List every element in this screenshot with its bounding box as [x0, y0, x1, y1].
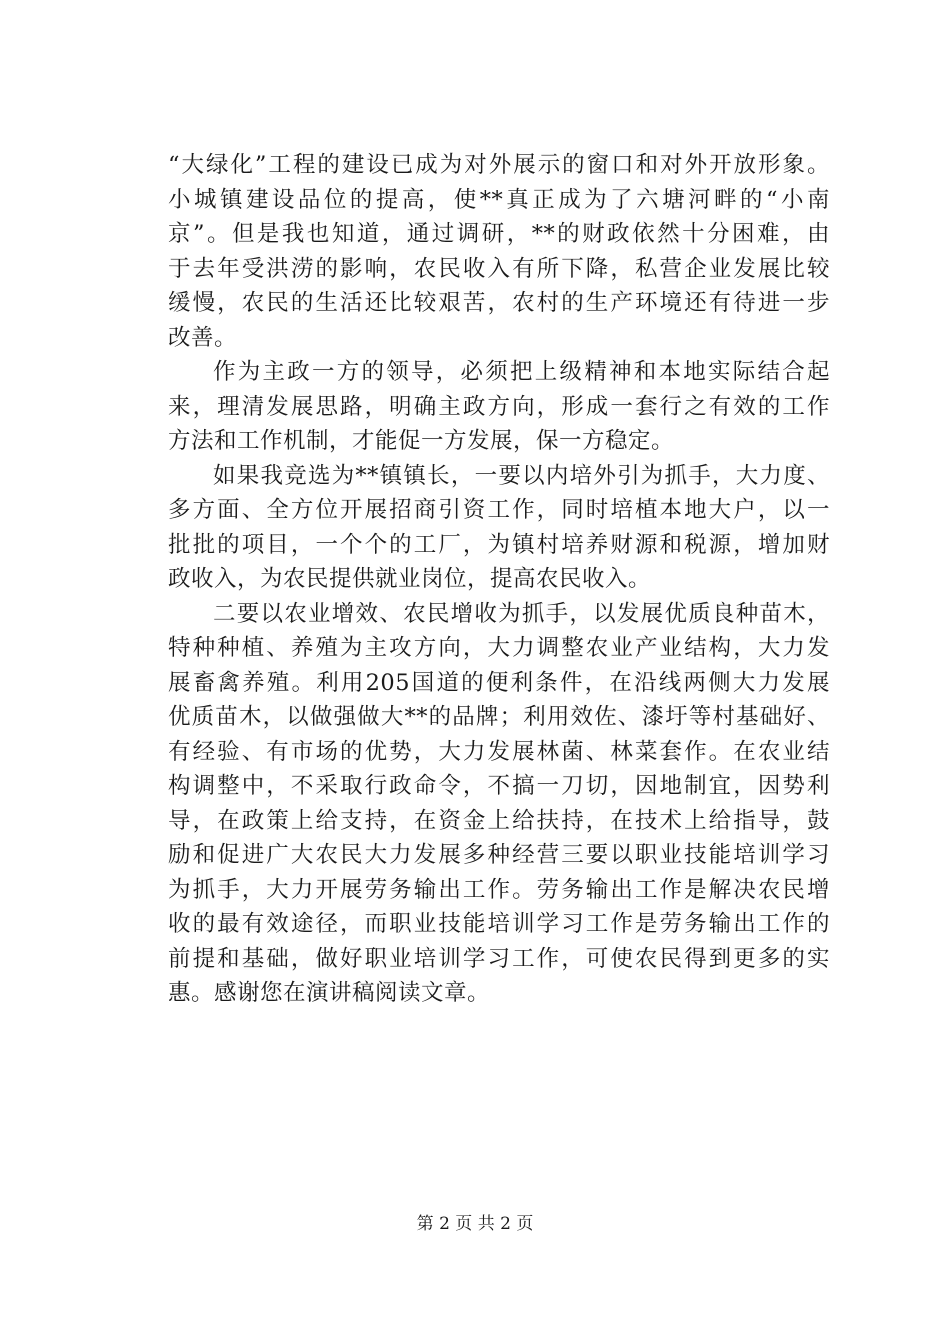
- text-line: 二要以农业增效、农民增收为抓手，以发展优质良种苗木，: [213, 600, 830, 627]
- paragraph: [168, 597, 830, 1011]
- text-line: 政收入，为农民提供就业岗位，提高农民收入。: [168, 566, 652, 592]
- text-line: 收的最有效途径，而职业技能培训学习工作是劳务输出工作的: [168, 911, 830, 937]
- text-line: 来，理清发展思路，明确主政方向，形成一套行之有效的工作: [168, 393, 830, 420]
- text-line: 小城镇建设品位的提高，使**真正成为了六塘河畔的“小南: [168, 186, 830, 213]
- paragraph: [168, 459, 830, 597]
- document-body: [168, 148, 830, 1011]
- text-line: 前提和基础，做好职业培训学习工作，可使农民得到更多的实: [168, 945, 830, 972]
- page-footer: 第 2 页 共 2 页: [416, 1214, 534, 1234]
- text-line: 惠。感谢您在演讲稿阅读文章。: [168, 980, 491, 1006]
- text-line: 构调整中，不采取行政命令，不搞一刀切，因地制宜，因势利: [168, 773, 830, 799]
- text-line: 批批的项目，一个个的工厂，为镇村培养财源和税源，增加财: [168, 531, 830, 558]
- text-line: 于去年受洪涝的影响，农民收入有所下降，私营企业发展比较: [168, 255, 830, 282]
- text-line: 特种种植、养殖为主攻方向，大力调整农业产业结构，大力发: [168, 635, 830, 661]
- text-line: 展畜禽养殖。利用205国道的便利条件，在沿线两侧大力发展: [168, 669, 830, 696]
- text-line: 如果我竞选为**镇镇长，一要以内培外引为抓手，大力度、: [213, 462, 830, 489]
- text-line: 改善。: [168, 324, 238, 351]
- paragraph: [168, 148, 830, 355]
- text-line: “大绿化”工程的建设已成为对外展示的窗口和对外开放形象。: [168, 152, 830, 178]
- text-line: 多方面、全方位开展招商引资工作，同时培植本地大户，以一: [168, 497, 830, 523]
- text-line: 缓慢，农民的生活还比较艰苦，农村的生产环境还有待进一步: [168, 290, 830, 316]
- text-line: 为抓手，大力开展劳务输出工作。劳务输出工作是解决农民增: [168, 876, 830, 903]
- text-line: 导，在政策上给支持，在资金上给扶持，在技术上给指导，鼓: [168, 807, 830, 834]
- text-line: 励和促进广大农民大力发展多种经营三要以职业技能培训学习: [168, 842, 830, 868]
- text-line: 作为主政一方的领导，必须把上级精神和本地实际结合起: [213, 359, 830, 385]
- text-line: 优质苗木，以做强做大**的品牌；利用效佐、漆圩等村基础好、: [168, 704, 830, 730]
- paragraph: [168, 355, 830, 459]
- text-line: 方法和工作机制，才能促一方发展，保一方稳定。: [168, 428, 675, 454]
- text-line: 有经验、有市场的优势，大力发展林菌、林菜套作。在农业结: [168, 738, 830, 765]
- text-line: 京”。但是我也知道，通过调研，**的财政依然十分困难，由: [168, 221, 830, 247]
